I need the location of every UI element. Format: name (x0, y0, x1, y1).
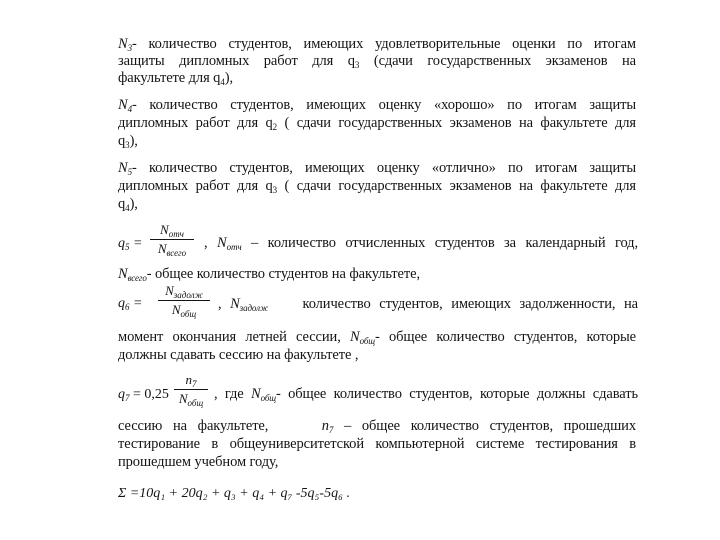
n4-line-3: $q_3$), (118, 133, 138, 150)
q6-lhs: $q_6$ = (118, 296, 143, 312)
n3-line-1: $N_3-$ количество студентов, имеющих удовлетворительные оценки по итогам (118, 36, 636, 53)
q5-line-2: $N_{всего}-$ общее количество студентов на факультете, (118, 266, 420, 283)
n4-text-3a: q (118, 133, 126, 149)
n4-text-2b: ( сдачи государственных экзаменов на факультете для (284, 115, 636, 131)
q6-fraction: $N_{задолж}$ $N_{общ}$ (158, 283, 210, 318)
n5-line-2: дипломных работ для $q_3$ ( сдачи государственных экзаменов на факультете для (118, 178, 636, 195)
q5-lhs: $q_5$ = (118, 236, 143, 252)
n5-text-2a: дипломных работ для q (118, 178, 273, 194)
q7-line-4: прошедшем учебном году, (118, 454, 279, 470)
n5-line-1: $N_5-$ количество студентов, имеющих оценку «отлично» по итогам защиты (118, 160, 636, 177)
n3-line-3: факультете для $q_4$), (118, 70, 233, 87)
n3-text-3b: ), (224, 70, 233, 86)
n5-text-3a: q (118, 196, 126, 212)
n3-text-2b: (сдачи государственных экзаменов на (373, 53, 636, 69)
n4-line-1: $N_4-$ количество студентов, имеющих оценку «хорошо» по итогам защиты (118, 97, 636, 114)
n5-text-3b: ), (129, 196, 138, 212)
n5-text-1: количество студентов, имеющих оценку «отлично» по итогам защиты (148, 160, 636, 176)
n5-line-3: $q_4$), (118, 196, 138, 213)
n5-text-2b: ( сдачи государственных экзаменов на факультете для (284, 178, 636, 194)
q6-description: , $N_{задолж}$ количество студентов, имеющих задолженности, на (218, 296, 638, 313)
q7-description: , где $N_{общ}-$ общее количество студентов, которые должны сдавать (214, 386, 638, 403)
n4-line-2: дипломных работ для $q_2$ ( сдачи государственных экзаменов на факультете для (118, 115, 636, 132)
q7-line-3: тестирование в общеуниверситетской компьютерной системе тестирования в (118, 436, 636, 452)
n4-text-1: количество студентов, имеющих оценку «хорошо» по итогам защиты (149, 97, 636, 113)
n4-text-3b: ), (129, 133, 138, 149)
q5-fraction: $N_{отч}$ $N_{всего}$ (150, 222, 194, 257)
q5-description: , $N_{отч}$ – количество отчисленных студентов за календарный год, (204, 235, 638, 252)
q7-line-2: сессию на факультете, $n_7$ – общее количество студентов, прошедших (118, 418, 636, 435)
n3-line-2: защиты дипломных работ для $q_3$ (сдачи государственных экзаменов на (118, 53, 636, 70)
q6-line-3: должны сдавать сессию на факультете , (118, 347, 359, 363)
n3-text-1: количество студентов, имеющих удовлетворительные оценки по итогам (148, 36, 636, 52)
q7-fraction: $n_7$ $N_{общ}$ (174, 372, 208, 407)
q7-lhs: $q_7 = 0,25$ (118, 387, 169, 403)
n3-text-3a: факультете для q (118, 70, 221, 86)
q6-line-2: момент окончания летней сессии, $N_{общ}-$ общее количество студентов, которые (118, 329, 636, 346)
n4-text-2a: дипломных работ для q (118, 115, 273, 131)
n3-text-2a: защиты дипломных работ для q (118, 53, 355, 69)
sum-formula: Σ =10q₁ + 20q₂ + q₃ + q₄ + q₇ -5q₅-5q₆ . (118, 486, 350, 501)
